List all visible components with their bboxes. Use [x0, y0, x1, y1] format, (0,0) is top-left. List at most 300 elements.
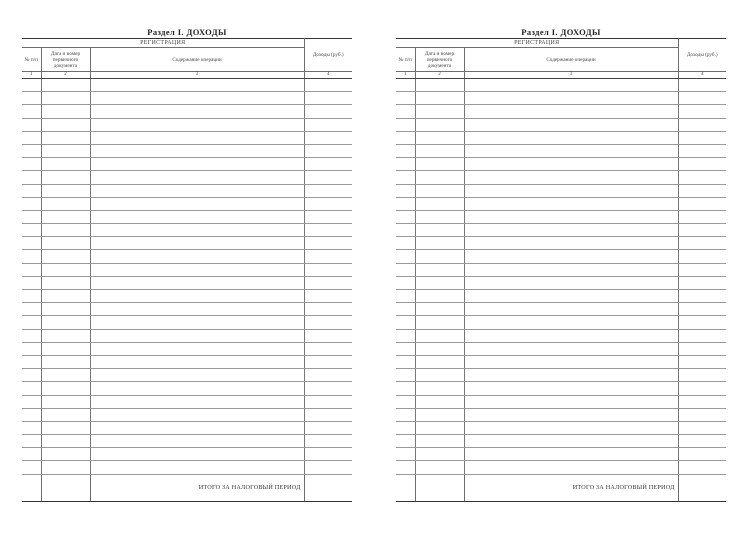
entry-number-cell[interactable] [396, 197, 415, 210]
operation-cell[interactable] [90, 250, 304, 263]
income-cell[interactable] [678, 263, 726, 276]
document-cell[interactable] [41, 355, 90, 368]
income-cell[interactable] [304, 421, 352, 434]
document-cell[interactable] [41, 276, 90, 289]
operation-cell[interactable] [90, 303, 304, 316]
operation-cell[interactable] [464, 435, 678, 448]
operation-cell[interactable] [90, 448, 304, 461]
document-cell[interactable] [41, 263, 90, 276]
operation-cell[interactable] [464, 92, 678, 105]
document-cell[interactable] [41, 118, 90, 131]
entry-number-cell[interactable] [396, 421, 415, 434]
document-cell[interactable] [415, 461, 464, 474]
operation-cell[interactable] [90, 461, 304, 474]
income-cell[interactable] [678, 369, 726, 382]
document-cell[interactable] [41, 395, 90, 408]
operation-cell[interactable] [90, 105, 304, 118]
document-cell[interactable] [41, 237, 90, 250]
document-cell[interactable] [41, 224, 90, 237]
operation-cell[interactable] [464, 448, 678, 461]
income-cell[interactable] [304, 250, 352, 263]
document-cell[interactable] [41, 250, 90, 263]
income-cell[interactable] [304, 171, 352, 184]
income-cell[interactable] [304, 158, 352, 171]
income-cell[interactable] [678, 316, 726, 329]
entry-number-cell[interactable] [396, 92, 415, 105]
document-cell[interactable] [415, 237, 464, 250]
operation-cell[interactable] [464, 395, 678, 408]
entry-number-cell[interactable] [22, 329, 41, 342]
entry-number-cell[interactable] [22, 355, 41, 368]
column-header-operation: Содержание операции [464, 48, 678, 72]
operation-cell[interactable] [464, 118, 678, 131]
entry-number-cell[interactable] [396, 395, 415, 408]
income-cell[interactable] [304, 342, 352, 355]
document-cell[interactable] [41, 421, 90, 434]
operation-cell[interactable] [464, 303, 678, 316]
document-cell[interactable] [415, 303, 464, 316]
entry-number-cell[interactable] [396, 224, 415, 237]
entry-number-cell[interactable] [396, 171, 415, 184]
operation-cell[interactable] [464, 171, 678, 184]
table-row [22, 290, 352, 303]
income-cell[interactable] [678, 171, 726, 184]
operation-cell[interactable] [464, 144, 678, 157]
entry-number-cell[interactable] [396, 184, 415, 197]
income-cell[interactable] [304, 79, 352, 92]
operation-cell[interactable] [464, 382, 678, 395]
entry-number-cell[interactable] [396, 263, 415, 276]
entry-number-cell[interactable] [22, 382, 41, 395]
table-row [22, 329, 352, 342]
operation-cell[interactable] [90, 263, 304, 276]
document-cell[interactable] [41, 171, 90, 184]
operation-cell[interactable] [90, 79, 304, 92]
income-cell[interactable] [304, 316, 352, 329]
total-cell-empty [22, 474, 41, 501]
total-label: ИТОГО ЗА НАЛОГОВЫЙ ПЕРИОД [464, 474, 678, 501]
income-cell[interactable] [678, 184, 726, 197]
entry-number-cell[interactable] [396, 118, 415, 131]
entry-number-cell[interactable] [396, 290, 415, 303]
document-cell[interactable] [41, 369, 90, 382]
entry-number-cell[interactable] [396, 355, 415, 368]
entry-number-cell[interactable] [22, 421, 41, 434]
table-row [396, 92, 726, 105]
entry-number-cell[interactable] [22, 105, 41, 118]
table-row [22, 369, 352, 382]
table-row [22, 263, 352, 276]
operation-cell[interactable] [464, 369, 678, 382]
entry-number-cell[interactable] [22, 118, 41, 131]
entry-number-cell[interactable] [396, 303, 415, 316]
document-cell[interactable] [415, 448, 464, 461]
income-cell[interactable] [678, 435, 726, 448]
entry-number-cell[interactable] [396, 435, 415, 448]
entry-number-cell[interactable] [396, 342, 415, 355]
operation-cell[interactable] [90, 369, 304, 382]
entry-number-cell[interactable] [396, 250, 415, 263]
operation-cell[interactable] [90, 237, 304, 250]
column-number: 2 [415, 72, 464, 79]
table-row [22, 342, 352, 355]
entry-number-cell[interactable] [396, 131, 415, 144]
income-cell[interactable] [304, 263, 352, 276]
income-cell[interactable] [678, 342, 726, 355]
document-cell[interactable] [415, 105, 464, 118]
operation-cell[interactable] [90, 290, 304, 303]
ledger-rows [22, 79, 352, 475]
operation-cell[interactable] [90, 118, 304, 131]
entry-number-cell[interactable] [22, 224, 41, 237]
operation-cell[interactable] [90, 92, 304, 105]
document-cell[interactable] [41, 329, 90, 342]
document-cell[interactable] [41, 105, 90, 118]
total-value-cell[interactable] [678, 474, 726, 501]
table-row [396, 237, 726, 250]
document-cell[interactable] [415, 92, 464, 105]
income-cell[interactable] [304, 435, 352, 448]
entry-number-cell[interactable] [22, 342, 41, 355]
income-cell[interactable] [304, 197, 352, 210]
document-cell[interactable] [415, 276, 464, 289]
operation-cell[interactable] [464, 250, 678, 263]
operation-cell[interactable] [464, 263, 678, 276]
income-cell[interactable] [678, 395, 726, 408]
entry-number-cell[interactable] [396, 276, 415, 289]
document-cell[interactable] [415, 197, 464, 210]
operation-cell[interactable] [464, 355, 678, 368]
entry-number-cell[interactable] [396, 210, 415, 223]
table-row [396, 224, 726, 237]
income-cell[interactable] [678, 158, 726, 171]
table-row [396, 144, 726, 157]
table-row [22, 224, 352, 237]
operation-cell[interactable] [464, 316, 678, 329]
document-cell[interactable] [415, 329, 464, 342]
income-cell[interactable] [304, 237, 352, 250]
table-row [22, 105, 352, 118]
total-value-cell[interactable] [304, 474, 352, 501]
income-cell[interactable] [304, 408, 352, 421]
document-cell[interactable] [415, 131, 464, 144]
income-cell[interactable] [304, 131, 352, 144]
operation-cell[interactable] [464, 408, 678, 421]
entry-number-cell[interactable] [22, 448, 41, 461]
entry-number-cell[interactable] [396, 79, 415, 92]
entry-number-cell[interactable] [22, 263, 41, 276]
operation-cell[interactable] [464, 421, 678, 434]
income-cell[interactable] [304, 382, 352, 395]
entry-number-cell[interactable] [22, 92, 41, 105]
income-cell[interactable] [304, 303, 352, 316]
document-cell[interactable] [415, 224, 464, 237]
table-row [396, 408, 726, 421]
entry-number-cell[interactable] [22, 276, 41, 289]
income-cell[interactable] [678, 92, 726, 105]
income-cell[interactable] [678, 461, 726, 474]
income-cell[interactable] [304, 369, 352, 382]
operation-cell[interactable] [464, 184, 678, 197]
entry-number-cell[interactable] [22, 144, 41, 157]
operation-cell[interactable] [90, 408, 304, 421]
section-title: Раздел I. ДОХОДЫ [521, 27, 601, 37]
document-cell[interactable] [41, 197, 90, 210]
table-row [22, 408, 352, 421]
document-cell[interactable] [41, 144, 90, 157]
document-cell[interactable] [415, 184, 464, 197]
table-row [396, 342, 726, 355]
income-cell[interactable] [678, 105, 726, 118]
table-row [22, 382, 352, 395]
document-cell[interactable] [415, 382, 464, 395]
entry-number-cell[interactable] [22, 171, 41, 184]
income-cell[interactable] [678, 144, 726, 157]
income-cell[interactable] [678, 382, 726, 395]
table-row [22, 435, 352, 448]
column-number: 3 [464, 72, 678, 79]
document-cell[interactable] [41, 408, 90, 421]
document-cell[interactable] [41, 290, 90, 303]
document-cell[interactable] [415, 369, 464, 382]
entry-number-cell[interactable] [22, 158, 41, 171]
document-cell[interactable] [41, 131, 90, 144]
income-cell[interactable] [678, 131, 726, 144]
entry-number-cell[interactable] [22, 369, 41, 382]
income-cell[interactable] [304, 395, 352, 408]
income-cell[interactable] [304, 329, 352, 342]
entry-number-cell[interactable] [396, 237, 415, 250]
document-cell[interactable] [415, 342, 464, 355]
entry-number-cell[interactable] [22, 210, 41, 223]
entry-number-cell[interactable] [22, 131, 41, 144]
document-cell[interactable] [415, 408, 464, 421]
income-cell[interactable] [304, 92, 352, 105]
table-row [22, 461, 352, 474]
income-cell[interactable] [304, 105, 352, 118]
income-cell[interactable] [678, 329, 726, 342]
operation-cell[interactable] [464, 461, 678, 474]
document-cell[interactable] [41, 461, 90, 474]
operation-cell[interactable] [464, 197, 678, 210]
entry-number-cell[interactable] [22, 197, 41, 210]
entry-number-cell[interactable] [396, 144, 415, 157]
operation-cell[interactable] [464, 329, 678, 342]
operation-cell[interactable] [90, 210, 304, 223]
column-header-operation: Содержание операции [90, 48, 304, 72]
table-row [396, 316, 726, 329]
operation-cell[interactable] [90, 421, 304, 434]
document-cell[interactable] [41, 158, 90, 171]
document-cell[interactable] [41, 303, 90, 316]
table-row [396, 79, 726, 92]
table-row [22, 184, 352, 197]
table-row [396, 118, 726, 131]
document-cell[interactable] [415, 118, 464, 131]
operation-cell[interactable] [464, 276, 678, 289]
operation-cell[interactable] [90, 184, 304, 197]
operation-cell[interactable] [90, 131, 304, 144]
ledger-page-right [396, 0, 726, 540]
document-cell[interactable] [415, 79, 464, 92]
entry-number-cell[interactable] [396, 448, 415, 461]
income-cell[interactable] [678, 118, 726, 131]
entry-number-cell[interactable] [396, 408, 415, 421]
table-row [22, 197, 352, 210]
entry-number-cell[interactable] [22, 237, 41, 250]
document-cell[interactable] [41, 382, 90, 395]
document-cell[interactable] [415, 263, 464, 276]
table-row [22, 395, 352, 408]
entry-number-cell[interactable] [396, 369, 415, 382]
operation-cell[interactable] [90, 435, 304, 448]
entry-number-cell[interactable] [22, 316, 41, 329]
document-cell[interactable] [415, 316, 464, 329]
operation-cell[interactable] [90, 355, 304, 368]
entry-number-cell[interactable] [396, 461, 415, 474]
operation-cell[interactable] [90, 342, 304, 355]
document-cell[interactable] [415, 421, 464, 434]
document-cell[interactable] [415, 355, 464, 368]
document-cell[interactable] [41, 184, 90, 197]
entry-number-cell[interactable] [22, 79, 41, 92]
table-row [396, 435, 726, 448]
operation-cell[interactable] [90, 171, 304, 184]
registration-header: РЕГИСТРАЦИЯ [22, 39, 304, 48]
income-cell[interactable] [678, 290, 726, 303]
income-cell[interactable] [304, 210, 352, 223]
total-cell-empty [415, 474, 464, 501]
income-cell[interactable] [678, 224, 726, 237]
income-cell[interactable] [678, 237, 726, 250]
document-cell[interactable] [415, 171, 464, 184]
document-cell[interactable] [415, 158, 464, 171]
table-row [22, 448, 352, 461]
document-cell[interactable] [41, 316, 90, 329]
table-row [396, 290, 726, 303]
operation-cell[interactable] [464, 210, 678, 223]
entry-number-cell[interactable] [396, 382, 415, 395]
operation-cell[interactable] [90, 276, 304, 289]
total-label: ИТОГО ЗА НАЛОГОВЫЙ ПЕРИОД [90, 474, 304, 501]
operation-cell[interactable] [464, 290, 678, 303]
table-row [396, 171, 726, 184]
table-row [22, 237, 352, 250]
operation-cell[interactable] [90, 144, 304, 157]
operation-cell[interactable] [464, 79, 678, 92]
table-row [22, 171, 352, 184]
table-row [22, 210, 352, 223]
operation-cell[interactable] [464, 342, 678, 355]
document-cell[interactable] [41, 448, 90, 461]
entry-number-cell[interactable] [22, 303, 41, 316]
income-cell[interactable] [678, 303, 726, 316]
document-cell[interactable] [415, 435, 464, 448]
entry-number-cell[interactable] [22, 184, 41, 197]
document-cell[interactable] [415, 395, 464, 408]
income-cell[interactable] [678, 250, 726, 263]
entry-number-cell[interactable] [22, 250, 41, 263]
operation-cell[interactable] [90, 197, 304, 210]
entry-number-cell[interactable] [396, 105, 415, 118]
operation-cell[interactable] [464, 131, 678, 144]
total-cell-empty [41, 474, 90, 501]
column-header-document: Дата и номер первичного документа [41, 48, 90, 72]
document-cell[interactable] [415, 144, 464, 157]
table-row [396, 158, 726, 171]
income-cell[interactable] [304, 461, 352, 474]
income-cell[interactable] [304, 448, 352, 461]
total-row [22, 474, 352, 501]
document-cell[interactable] [41, 342, 90, 355]
entry-number-cell[interactable] [22, 290, 41, 303]
income-cell[interactable] [678, 79, 726, 92]
operation-cell[interactable] [90, 224, 304, 237]
entry-number-cell[interactable] [396, 329, 415, 342]
operation-cell[interactable] [90, 158, 304, 171]
entry-number-cell[interactable] [22, 395, 41, 408]
table-row [396, 448, 726, 461]
document-cell[interactable] [41, 79, 90, 92]
income-cell[interactable] [304, 290, 352, 303]
income-cell[interactable] [304, 355, 352, 368]
income-cell[interactable] [304, 118, 352, 131]
entry-number-cell[interactable] [22, 435, 41, 448]
table-row [396, 263, 726, 276]
income-cell[interactable] [304, 144, 352, 157]
operation-cell[interactable] [464, 237, 678, 250]
income-cell[interactable] [304, 224, 352, 237]
income-cell[interactable] [678, 197, 726, 210]
table-row [396, 421, 726, 434]
income-cell[interactable] [678, 355, 726, 368]
income-cell[interactable] [304, 184, 352, 197]
document-cell[interactable] [415, 210, 464, 223]
column-header-document: Дата и номер первичного документа [415, 48, 464, 72]
operation-cell[interactable] [464, 224, 678, 237]
operation-cell[interactable] [464, 105, 678, 118]
document-cell[interactable] [41, 92, 90, 105]
income-cell[interactable] [678, 448, 726, 461]
income-cell[interactable] [678, 276, 726, 289]
document-cell[interactable] [41, 435, 90, 448]
table-row [22, 144, 352, 157]
operation-cell[interactable] [464, 158, 678, 171]
income-cell[interactable] [678, 408, 726, 421]
income-cell[interactable] [678, 421, 726, 434]
total-cell-empty [396, 474, 415, 501]
registration-header: РЕГИСТРАЦИЯ [396, 39, 678, 48]
entry-number-cell[interactable] [22, 408, 41, 421]
operation-cell[interactable] [90, 382, 304, 395]
table-row [22, 303, 352, 316]
table-row [396, 461, 726, 474]
column-number: 1 [396, 72, 415, 79]
document-cell[interactable] [415, 290, 464, 303]
document-cell[interactable] [415, 250, 464, 263]
operation-cell[interactable] [90, 316, 304, 329]
entry-number-cell[interactable] [396, 316, 415, 329]
operation-cell[interactable] [90, 329, 304, 342]
table-row [396, 395, 726, 408]
document-cell[interactable] [41, 210, 90, 223]
entry-number-cell[interactable] [396, 158, 415, 171]
table-row [396, 355, 726, 368]
entry-number-cell[interactable] [22, 461, 41, 474]
operation-cell[interactable] [90, 395, 304, 408]
income-cell[interactable] [304, 276, 352, 289]
income-cell[interactable] [678, 210, 726, 223]
